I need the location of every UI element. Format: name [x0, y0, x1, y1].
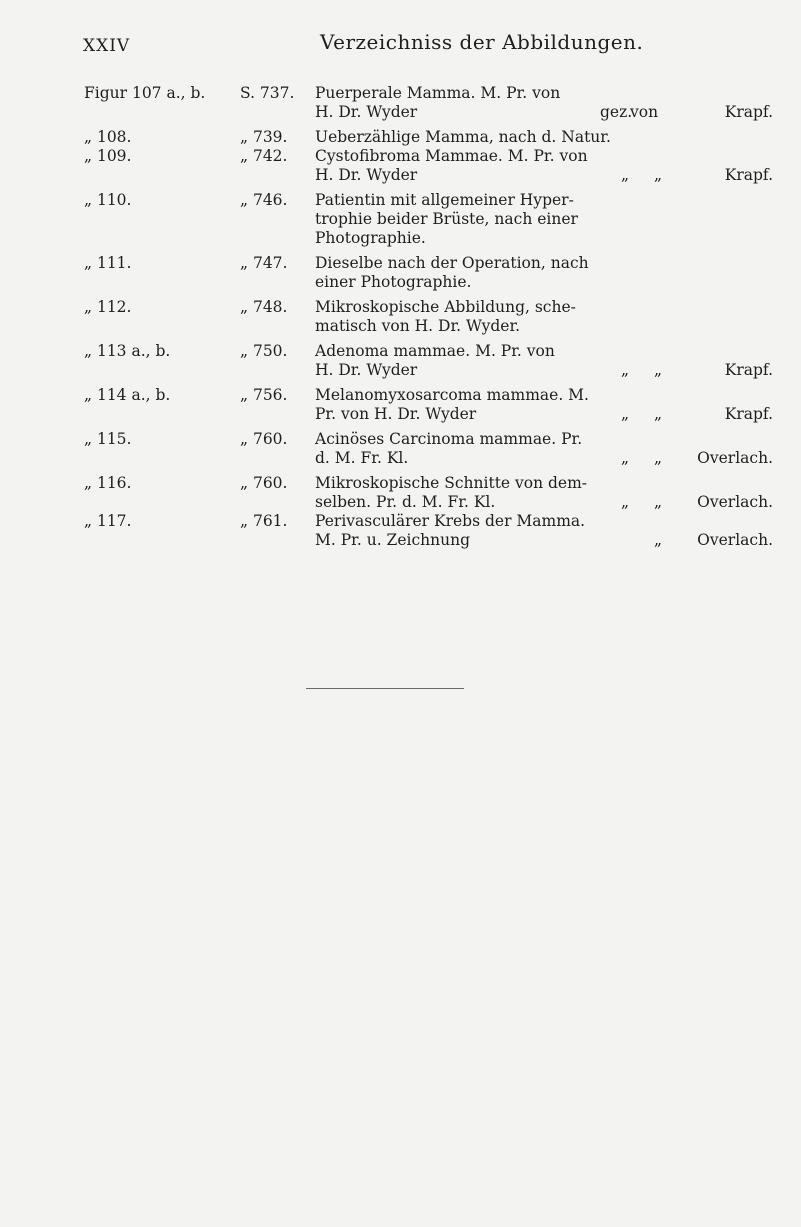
page-reference: „ 748. — [240, 298, 288, 316]
figure-entry — [0, 430, 801, 468]
page-header — [0, 30, 801, 64]
entry-line — [0, 430, 801, 449]
page-reference: S. 737. — [240, 84, 295, 102]
figure-description: Puerperale Mamma. M. Pr. von — [315, 84, 561, 102]
ditto-mark: „ — [621, 405, 630, 423]
running-title: Verzeichniss der Abbildungen. — [320, 30, 644, 54]
figure-entry — [0, 147, 801, 185]
figure-number: „ 114 a., b. — [84, 386, 171, 404]
figure-description: d. M. Fr. Kl. — [315, 449, 409, 467]
page-number: XXIV — [83, 36, 131, 56]
figure-number: „ 108. — [84, 128, 132, 146]
entry-line — [0, 298, 801, 317]
page-reference: „ 760. — [240, 474, 288, 492]
page-reference: „ 747. — [240, 254, 288, 272]
entry-line — [0, 493, 801, 512]
figure-entry — [0, 298, 801, 336]
figure-description: H. Dr. Wyder — [315, 166, 418, 184]
figure-number: „ 117. — [84, 512, 132, 530]
figure-description: Mikroskopische Abbildung, sche- — [315, 298, 576, 316]
figure-description: Mikroskopische Schnitte von dem- — [315, 474, 588, 492]
figure-description: H. Dr. Wyder — [315, 103, 418, 121]
figure-number: Figur 107 a., b. — [84, 84, 206, 102]
figure-description: Melanomyxosarcoma mammae. M. — [315, 386, 589, 404]
figure-list — [0, 84, 801, 550]
page-reference: „ 750. — [240, 342, 288, 360]
entry-line — [0, 386, 801, 405]
entry-line — [0, 342, 801, 361]
figure-description: Pr. von H. Dr. Wyder — [315, 405, 477, 423]
figure-description: Dieselbe nach der Operation, nach — [315, 254, 589, 272]
artist-name: Krapf. — [724, 405, 773, 423]
figure-description: Ueberzählige Mamma, nach d. Natur. — [315, 128, 611, 146]
ditto-mark: „ — [621, 493, 630, 511]
entry-line — [0, 449, 801, 468]
figure-number: „ 112. — [84, 298, 132, 316]
figure-number: „ 111. — [84, 254, 132, 272]
figure-description: Perivasculärer Krebs der Mamma. — [315, 512, 586, 530]
entry-line — [0, 474, 801, 493]
page-reference: „ 742. — [240, 147, 288, 165]
artist-name: Krapf. — [724, 166, 773, 184]
figure-entry — [0, 191, 801, 248]
figure-entry — [0, 128, 801, 147]
ditto-mark: „ — [654, 405, 663, 423]
entry-line — [0, 166, 801, 185]
entry-line — [0, 84, 801, 103]
entry-line — [0, 103, 801, 122]
figure-number: „ 109. — [84, 147, 132, 165]
entry-line — [0, 229, 801, 248]
ditto-mark: „ — [621, 361, 630, 379]
divider-rule — [306, 688, 464, 689]
artist-name: Krapf. — [724, 361, 773, 379]
ditto-mark: „ — [621, 449, 630, 467]
entry-line — [0, 512, 801, 531]
credit-gez: gez. — [600, 103, 633, 121]
figure-description: Patientin mit allgemeiner Hyper- — [315, 191, 574, 209]
ditto-mark: „ — [654, 449, 663, 467]
page-reference: „ 739. — [240, 128, 288, 146]
ditto-mark: „ — [654, 531, 663, 549]
figure-number: „ 113 a., b. — [84, 342, 171, 360]
figure-description: Adenoma mammae. M. Pr. von — [315, 342, 555, 360]
figure-description: trophie beider Brüste, nach einer — [315, 210, 578, 228]
figure-entry — [0, 84, 801, 122]
artist-name: Overlach. — [697, 493, 773, 511]
entry-line — [0, 361, 801, 380]
entry-line — [0, 128, 801, 147]
entry-line — [0, 273, 801, 292]
figure-description: Cystofibroma Mammae. M. Pr. von — [315, 147, 588, 165]
page-reference: „ 761. — [240, 512, 288, 530]
entry-line — [0, 317, 801, 336]
figure-description: einer Photographie. — [315, 273, 472, 291]
figure-entry — [0, 512, 801, 550]
ditto-mark: „ — [654, 166, 663, 184]
figure-description: H. Dr. Wyder — [315, 361, 418, 379]
entry-line — [0, 405, 801, 424]
ditto-mark: „ — [621, 166, 630, 184]
page-reference: „ 760. — [240, 430, 288, 448]
artist-name: Overlach. — [697, 449, 773, 467]
figure-entry — [0, 342, 801, 380]
figure-entry — [0, 254, 801, 292]
ditto-mark: „ — [654, 361, 663, 379]
ditto-mark: „ — [654, 493, 663, 511]
entry-line — [0, 210, 801, 229]
artist-name: Krapf. — [724, 103, 773, 121]
page-reference: „ 746. — [240, 191, 288, 209]
figure-description: Photographie. — [315, 229, 426, 247]
figure-number: „ 115. — [84, 430, 132, 448]
artist-name: Overlach. — [697, 531, 773, 549]
entry-line — [0, 531, 801, 550]
figure-description: Acinöses Carcinoma mammae. Pr. — [315, 430, 583, 448]
figure-description: matisch von H. Dr. Wyder. — [315, 317, 521, 335]
figure-description: M. Pr. u. Zeichnung — [315, 531, 470, 549]
figure-number: „ 116. — [84, 474, 132, 492]
figure-number: „ 110. — [84, 191, 132, 209]
credit-von: von — [630, 103, 659, 121]
figure-description: selben. Pr. d. M. Fr. Kl. — [315, 493, 496, 511]
figure-entry — [0, 386, 801, 424]
entry-line — [0, 147, 801, 166]
figure-entry — [0, 474, 801, 512]
page-reference: „ 756. — [240, 386, 288, 404]
entry-line — [0, 191, 801, 210]
entry-line — [0, 254, 801, 273]
